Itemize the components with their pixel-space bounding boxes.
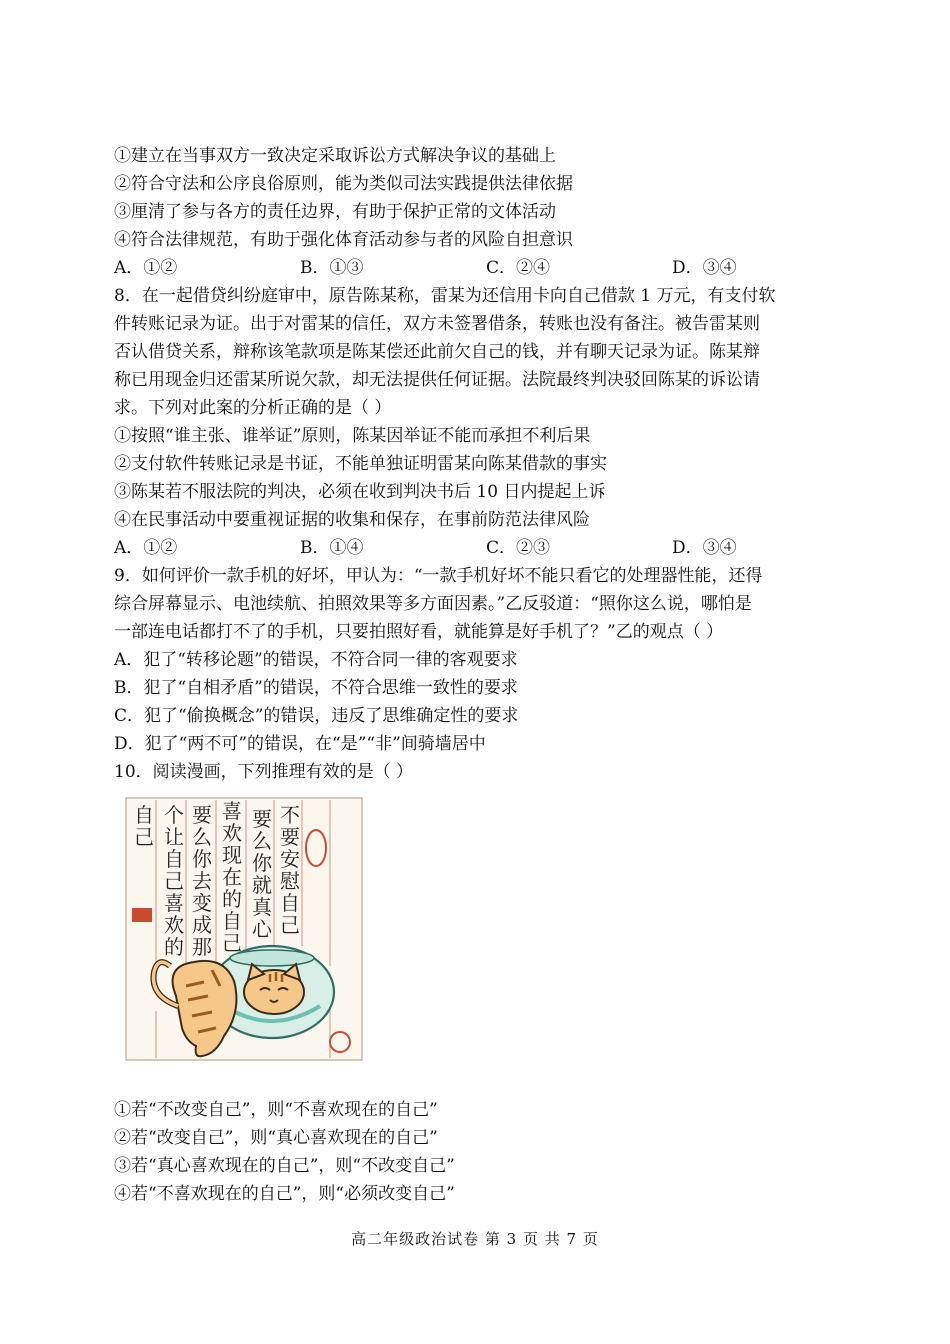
- cartoon-column-1: 不要安慰自己: [280, 803, 300, 937]
- q8-stem-line-5: 求。下列对此案的分析正确的是（ ）: [114, 398, 392, 418]
- q9-option-d[interactable]: D．犯了“两不可”的错误，在“是”“非”间骑墙居中: [114, 734, 486, 754]
- cartoon-column-2: 要么你就真心: [252, 807, 272, 941]
- q8-statement-1: ①按照“谁主张、谁举证”原则，陈某因举证不能而承担不利后果: [114, 426, 591, 446]
- q8-statement-4: ④在民事活动中要重视证据的收集和保存，在事前防范法律风险: [114, 510, 590, 530]
- cartoon-column-6: 自己: [134, 803, 154, 849]
- q10-statement-4: ④若“不喜欢现在的自己”，则“必须改变自己”: [114, 1184, 455, 1204]
- q9-option-c[interactable]: C．犯了“偷换概念”的错误，违反了思维确定性的要求: [114, 706, 519, 726]
- q7-statement-3: ③厘清了参与各方的责任边界，有助于保护正常的文体活动: [114, 202, 556, 222]
- cartoon-column-5: 个让自己喜欢的: [164, 803, 184, 959]
- q8-option-c[interactable]: C．②③: [486, 538, 551, 558]
- q8-option-d[interactable]: D．③④: [672, 538, 737, 558]
- q7-statement-2: ②符合守法和公序良俗原则，能为类似司法实践提供法律依据: [114, 174, 573, 194]
- q7-option-b[interactable]: B．①③: [300, 258, 364, 278]
- q9-option-b[interactable]: B．犯了“自相矛盾”的错误，不符合思维一致性的要求: [114, 678, 518, 698]
- q9-stem-line-2: 综合屏幕显示、电池续航、拍照效果等多方面因素。”乙反驳道：“照你这么说，哪怕是: [114, 594, 752, 614]
- q10-stem: 10．阅读漫画，下列推理有效的是（ ）: [114, 762, 414, 782]
- q8-statement-3: ③陈某若不服法院的判决，必须在收到判决书后 10 日内提起上诉: [114, 482, 606, 502]
- q10-cartoon: [124, 796, 364, 1064]
- q8-option-a[interactable]: A．①②: [114, 538, 178, 558]
- q8-statement-2: ②支付软件转账记录是书证，不能单独证明雷某向陈某借款的事实: [114, 454, 607, 474]
- q9-option-a[interactable]: A．犯了“转移论题”的错误，不符合同一律的客观要求: [114, 650, 518, 670]
- q8-option-b[interactable]: B．①④: [300, 538, 364, 558]
- q8-stem-line-1: 8．在一起借贷纠纷庭审中，原告陈某称，雷某为还信用卡向自己借款 1 万元，有支付软: [114, 286, 776, 306]
- q7-option-d[interactable]: D．③④: [672, 258, 737, 278]
- q8-stem-line-2: 件转账记录为证。出于对雷某的信任，双方未签署借条，转账也没有备注。被告雷某则: [114, 314, 760, 334]
- q8-stem-line-4: 称已用现金归还雷某所说欠款，却无法提供任何证据。法院最终判决驳回陈某的诉讼请: [114, 370, 760, 390]
- q9-stem-line-1: 9．如何评价一款手机的好坏，甲认为：“一款手机好坏不能只看它的处理器性能，还得: [114, 566, 763, 586]
- q10-statement-1: ①若“不改变自己”，则“不喜欢现在的自己”: [114, 1100, 438, 1120]
- q10-statement-2: ②若“改变自己”，则“真心喜欢现在的自己”: [114, 1128, 438, 1148]
- page-footer: 高二年级政治试卷 第 3 页 共 7 页: [351, 1230, 599, 1248]
- q10-statement-3: ③若“真心喜欢现在的自己”，则“不改变自己”: [114, 1156, 455, 1176]
- q7-statement-1: ①建立在当事双方一致决定采取诉讼方式解决争议的基础上: [114, 146, 556, 166]
- q9-stem-line-3: 一部连电话都打不了的手机，只要拍照好看，就能算是好手机了？”乙的观点（ ）: [114, 622, 724, 642]
- cartoon-illustration: [124, 796, 364, 1064]
- q7-option-c[interactable]: C．②④: [486, 258, 551, 278]
- q8-stem-line-3: 否认借贷关系，辩称该笔款项是陈某偿还此前欠自己的钱，并有聊天记录为证。陈某辩: [114, 342, 760, 362]
- cartoon-column-4: 要么你去变成那: [192, 803, 212, 959]
- q7-statement-4: ④符合法律规范，有助于强化体育活动参与者的风险自担意识: [114, 230, 573, 250]
- seal-left: [132, 908, 152, 922]
- cartoon-column-3: 喜欢现在的自己: [222, 799, 242, 955]
- q7-option-a[interactable]: A．①②: [114, 258, 178, 278]
